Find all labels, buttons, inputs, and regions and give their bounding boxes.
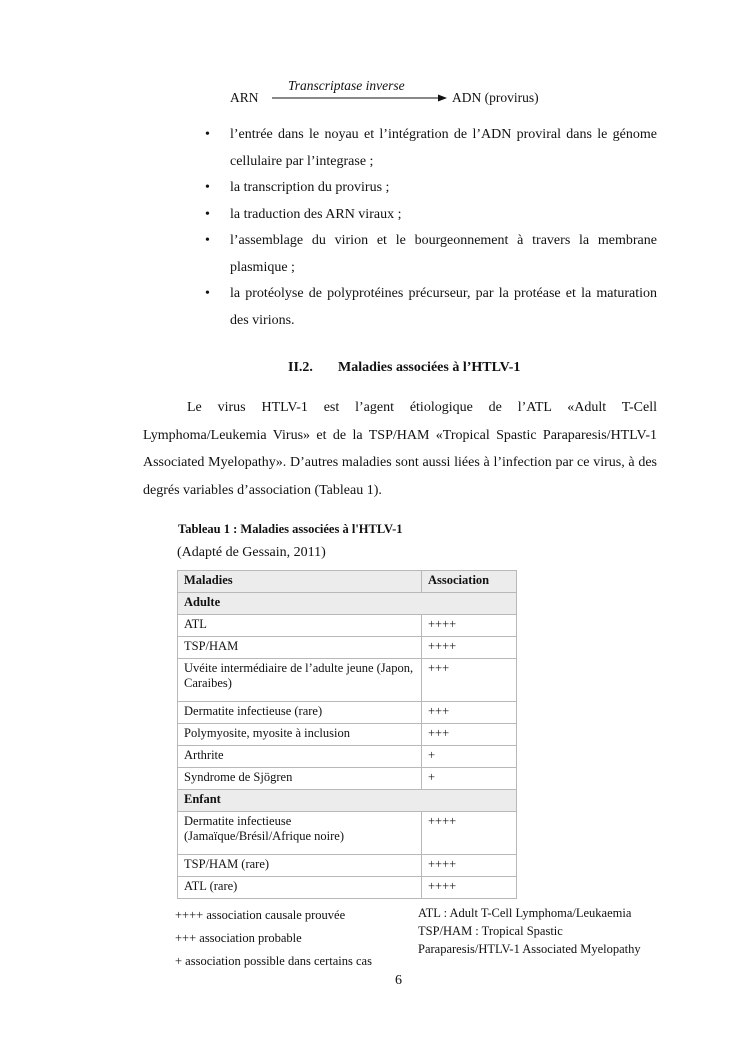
list-item: • la protéolyse de polyprotéines précurseur, par la protéase et la maturation des virions. xyxy=(205,286,657,328)
disease-cell: Uvéite intermédiaire de l’adulte jeune (Japon, Caraibes) xyxy=(178,659,422,702)
table-row xyxy=(178,768,517,790)
group-label: Enfant xyxy=(178,790,517,812)
disease-cell: Syndrome de Sjögren xyxy=(178,768,422,790)
disease-cell: Dermatite infectieuse (Jamaïque/Brésil/Afrique noire) xyxy=(178,812,422,855)
abbreviations-legend xyxy=(418,904,641,958)
table-row xyxy=(178,659,517,702)
list-item: • l’assemblage du virion et le bourgeonnement à travers la membrane plasmique ; xyxy=(205,233,657,275)
association-cell: ++++ xyxy=(422,877,517,899)
list-item: • la traduction des ARN viraux ; xyxy=(205,206,402,222)
disease-cell: ATL (rare) xyxy=(178,877,422,899)
association-legend xyxy=(175,904,372,973)
disease-cell: TSP/HAM (rare) xyxy=(178,855,422,877)
association-cell: +++ xyxy=(422,702,517,724)
table-caption: Tableau 1 : Maladies associées à l'HTLV-1 xyxy=(178,522,403,536)
association-cell: + xyxy=(422,768,517,790)
legend-item: ++++ association causale prouvée xyxy=(175,908,346,922)
group-label: Adulte xyxy=(178,593,517,615)
legend-item: ATL : Adult T-Cell Lymphoma/Leukaemia xyxy=(418,906,632,920)
group-row xyxy=(178,593,517,615)
diagram-caption: Transcriptase inverse xyxy=(288,78,405,93)
table-row xyxy=(178,637,517,659)
table-header-row xyxy=(178,571,517,593)
section-heading xyxy=(288,360,520,376)
table-row xyxy=(178,877,517,899)
header-cell: Maladies xyxy=(178,571,422,593)
arrow-icon xyxy=(270,92,448,104)
page-number: 6 xyxy=(395,973,402,988)
table-row xyxy=(178,855,517,877)
table-row xyxy=(178,746,517,768)
legend-item: +++ association probable xyxy=(175,931,302,945)
table-row xyxy=(178,724,517,746)
section-number: II.2. xyxy=(288,360,313,375)
disease-cell: Polymyosite, myosite à inclusion xyxy=(178,724,422,746)
legend-item: TSP/HAM : Tropical Spastic xyxy=(418,924,563,938)
association-cell: + xyxy=(422,746,517,768)
association-cell: ++++ xyxy=(422,615,517,637)
group-row xyxy=(178,790,517,812)
header-cell: Association xyxy=(422,571,517,593)
legend-item: Paraparesis/HTLV-1 Associated Myelopathy xyxy=(418,942,641,956)
association-cell: ++++ xyxy=(422,637,517,659)
legend-item: + association possible dans certains cas xyxy=(175,954,372,968)
list-item: • l’entrée dans le noyau et l’intégration de l’ADN proviral dans le génome cellulaire par l’integrase ; xyxy=(205,127,657,169)
table-source: (Adapté de Gessain, 2011) xyxy=(177,545,326,560)
diagram-target: ADN (provirus) xyxy=(452,90,539,105)
association-cell: ++++ xyxy=(422,855,517,877)
list-item: • la transcription du provirus ; xyxy=(205,180,390,195)
disease-cell: ATL xyxy=(178,615,422,637)
transcription-diagram xyxy=(230,78,560,108)
disease-cell: Dermatite infectieuse (rare) xyxy=(178,702,422,724)
disease-cell: TSP/HAM xyxy=(178,637,422,659)
association-cell: +++ xyxy=(422,724,517,746)
body-paragraph: Le virus HTLV-1 est l’agent étiologique de l’ATL «Adult T-Cell Lymphoma/Leukemia Virus» et de la TSP/HAM «Tropical Spastic Paraparesis/HTLV-1 Associated Myelopathy». D’autres maladies sont aussi liées à l’infection par ce virus, à des degrés variables d’association (Tableau 1). xyxy=(143,400,657,498)
disease-cell: Arthrite xyxy=(178,746,422,768)
section-title: Maladies associées à l’HTLV-1 xyxy=(338,360,521,375)
diagram-source: ARN xyxy=(230,90,259,105)
table-row xyxy=(178,702,517,724)
association-cell: ++++ xyxy=(422,812,517,855)
diseases-table xyxy=(177,570,517,899)
table-row xyxy=(178,812,517,855)
steps-list xyxy=(205,122,657,334)
association-cell: +++ xyxy=(422,659,517,702)
table-row xyxy=(178,615,517,637)
